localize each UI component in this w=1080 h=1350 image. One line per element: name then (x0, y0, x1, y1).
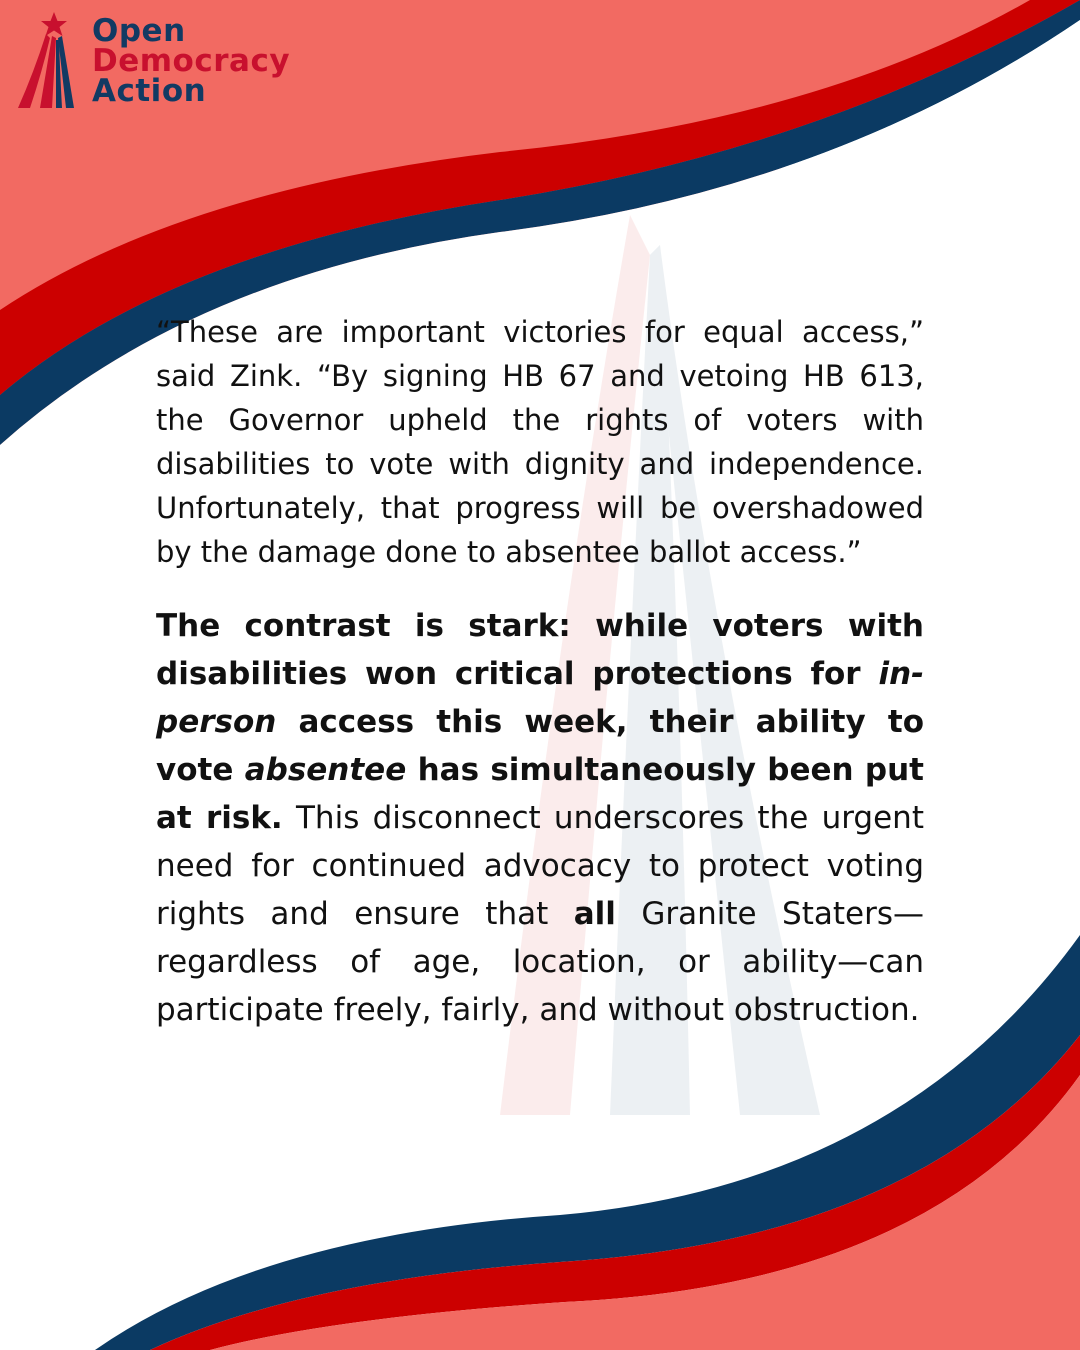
bold-lead-1: The contrast is stark: while voters with disabilities won critical protections for (156, 608, 924, 692)
logo-word-democracy: Democracy (92, 43, 291, 79)
logo-word-open: Open (92, 13, 186, 49)
italic-in-person: in-person (156, 656, 924, 740)
brand-logo (16, 12, 306, 112)
contrast-paragraph (156, 602, 924, 1034)
zink-quote: “These are important victories for equal access,” said Zink. “By signing HB 67 and vetoing HB 613, the Governor upheld the rights of voters with disabilities to vote with dignity and independence. Unfortunately, that progress will be overshadowed by the damage done to absentee ballot access.” (156, 315, 924, 569)
bold-lead-2: access this week, their ability to vote (156, 704, 924, 788)
italic-absentee: absentee (244, 752, 407, 788)
logo-wordmark (92, 13, 291, 109)
logo-word-action: Action (92, 73, 207, 109)
post-body (156, 310, 924, 1034)
star-icon (41, 12, 67, 36)
bold-lead-3: has simultaneously been put at risk. (156, 752, 924, 836)
bold-all: all (573, 896, 616, 932)
body-text-1: This disconnect underscores the urgent need for continued advocacy to protect voting rights and ensure that (156, 800, 924, 932)
body-text-2: Granite Staters—regardless of age, location, or ability—can participate freely, fairly, and without obstruction. (156, 896, 924, 1028)
stripes-icon (16, 12, 78, 110)
